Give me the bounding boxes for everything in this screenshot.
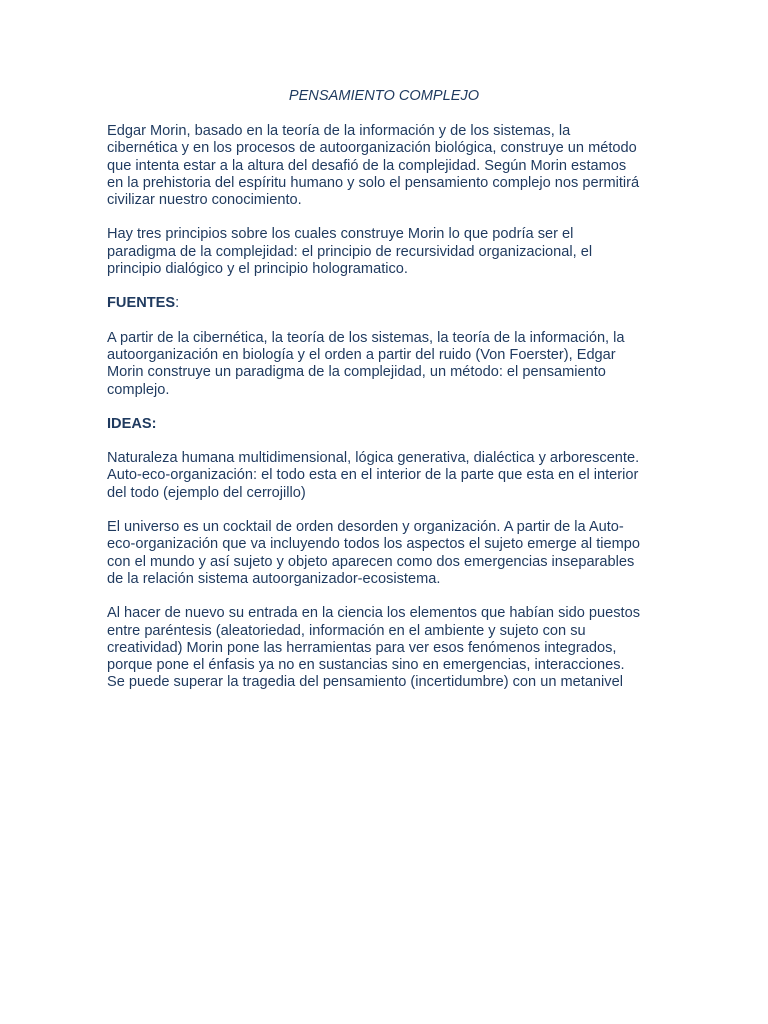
text-line: del todo (ejemplo del cerrojillo) — [107, 484, 306, 501]
text-line: complejo. — [107, 381, 170, 398]
heading-fuentes-colon: : — [175, 295, 180, 312]
document-body — [107, 123, 663, 692]
text-line: paradigma de la complejidad: el principio de recursividad organizacional, el — [107, 243, 593, 260]
text-line: autoorganización en biología y el orden a partir del ruido (Von Foerster), Edgar — [107, 346, 616, 363]
text-line: civilizar nuestro conocimiento. — [107, 192, 302, 209]
heading-fuentes — [107, 295, 663, 312]
text-line: porque pone el énfasis ya no en sustancias sino en emergencias, interacciones. — [107, 657, 625, 674]
paragraph-ideas-2 — [107, 519, 663, 588]
heading-ideas — [107, 416, 663, 433]
heading-ideas-label: IDEAS: — [107, 415, 157, 432]
paragraph-fuentes — [107, 330, 663, 399]
paragraph-intro — [107, 123, 663, 209]
text-line: eco-organización que va incluyendo todos los aspectos el sujeto emerge al tiempo — [107, 536, 640, 553]
document-title: PENSAMIENTO COMPLEJO — [288, 88, 480, 104]
text-line: en la prehistoria del espíritu humano y solo el pensamiento complejo nos permitirá — [107, 174, 640, 191]
text-line: cibernética y en los procesos de autoorganización biológica, construye un método — [107, 140, 637, 157]
text-line: Se puede superar la tragedia del pensamiento (incertidumbre) con un metanivel — [107, 674, 623, 691]
text-line: Edgar Morin, basado en la teoría de la información y de los sistemas, la — [107, 123, 571, 139]
paragraph-ideas-1 — [107, 450, 663, 502]
text-line: El universo es un cocktail de orden desorden y organización. A partir de la Auto- — [107, 519, 624, 536]
text-line: con el mundo y así sujeto y objeto aparecen como dos emergencias inseparables — [107, 553, 635, 570]
text-line: de la relación sistema autoorganizador-ecosistema. — [107, 570, 441, 587]
text-line: Naturaleza humana multidimensional, lógica generativa, dialéctica y arborescente. — [107, 450, 640, 467]
paragraph-ideas-3 — [107, 605, 663, 691]
text-line: principio dialógico y el principio hologramatico. — [107, 261, 408, 278]
text-line: entre paréntesis (aleatoriedad, información en el ambiente y sujeto con su — [107, 622, 586, 639]
text-line: A partir de la cibernética, la teoría de los sistemas, la teoría de la información, la — [107, 329, 625, 346]
text-line: Al hacer de nuevo su entrada en la ciencia los elementos que habían sido puestos — [107, 605, 641, 622]
text-line: Morin construye un paradigma de la complejidad, un método: el pensamiento — [107, 364, 606, 381]
text-line: Hay tres principios sobre los cuales construye Morin lo que podría ser el — [107, 226, 574, 243]
heading-fuentes-label: FUENTES — [107, 295, 176, 312]
paragraph-principles — [107, 226, 663, 278]
text-line: que intenta estar a la altura del desafió de la complejidad. Según Morin estamos — [107, 157, 627, 174]
text-line: Auto-eco-organización: el todo esta en el interior de la parte que esta en el interior — [107, 467, 639, 484]
text-line: creatividad) Morin pone las herramientas para ver esos fenómenos integrados, — [107, 639, 617, 656]
